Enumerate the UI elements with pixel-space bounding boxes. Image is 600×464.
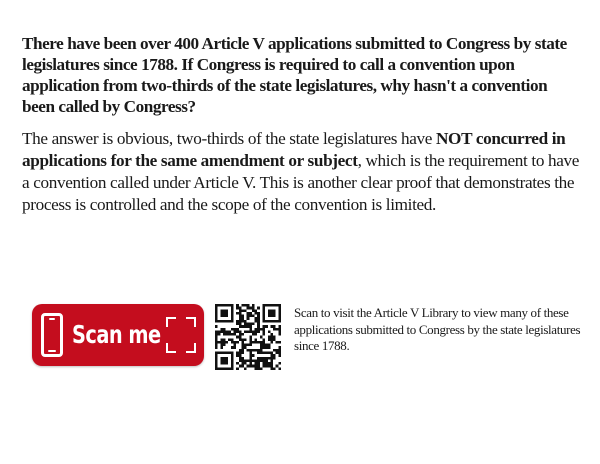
answer-bold-text: NOT concurred in applications for the same amendment or subject bbox=[22, 129, 566, 170]
phone-icon bbox=[41, 313, 63, 357]
answer-text-1: The answer is obvious, two-thirds of the state legislatures have bbox=[22, 129, 436, 148]
question-heading: There have been over 400 Article V applications submitted to Congress by state legislatures since 1788. If Congress is required to call a convention upon application from two-thirds of the state legislatures, why hasn't a convention been called by Congress? bbox=[22, 34, 567, 116]
scan-me-button[interactable] bbox=[32, 304, 204, 366]
answer-paragraph bbox=[22, 128, 582, 216]
scan-frame-icon bbox=[166, 317, 196, 353]
scan-caption: Scan to visit the Article V Library to view many of these applications submitted to Congress by the state legislatures since 1788. bbox=[294, 305, 581, 353]
answer-text-2: , which is the requirement to have a convention called under Article V. This is another clear proof that demonstrates the process is controlled and the scope of the convention is limited. bbox=[22, 151, 580, 214]
qr-code[interactable] bbox=[215, 304, 281, 370]
scan-me-label: Scan me bbox=[72, 320, 161, 349]
